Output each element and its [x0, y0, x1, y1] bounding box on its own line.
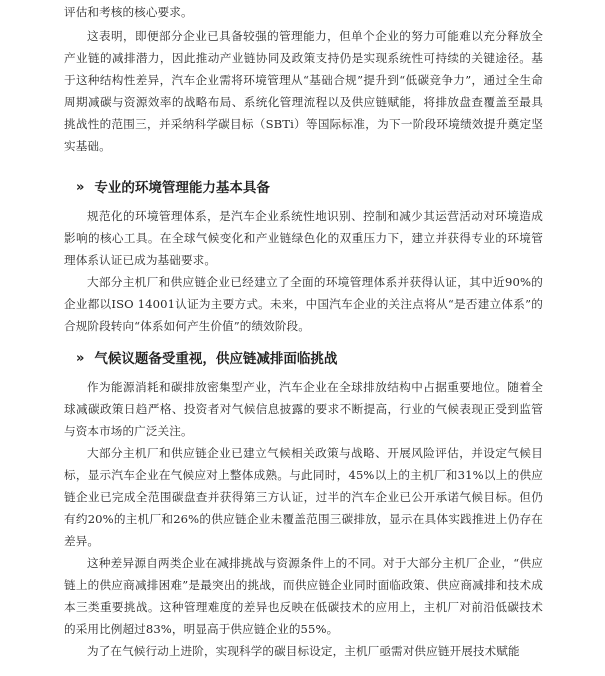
intro-paragraph: 这表明，即便部分企业已具备较强的管理能力，但单个企业的努力可能难以充分释放全产业链的减排潜力，因此推动产业链协同及政策支持仍是实现系统性可持续的关键途径。基于这种结构性差异，汽车企业需将环境管理从“基础合规”提升到“低碳竞争力”，通过全生命周期减碳与资源效率的战略布局、系统化管理流程以及供应链赋能，将排放盘查覆盖至最具挑战性的范围三，并采纳科学碳目标（SBTi）等国际标准，为下一阶段环境绩效提升奠定坚实基础。 — [64, 29, 543, 153]
section-heading-climate-text: 气候议题备受重视，供应链减排面临挑战 — [94, 351, 338, 367]
section-env-heading-block — [0, 177, 605, 199]
intro-section — [0, 0, 605, 157]
env-paragraph-1: 规范化的环境管理体系，是汽车企业系统性地识别、控制和减少其运营活动对环境造成影响的核心工具。在全球气候变化和产业链绿色化的双重压力下，建立并获得专业的环境管理体系认证已成为基础要求。 — [64, 209, 543, 267]
section-env — [0, 199, 605, 337]
climate-paragraph-3: 这种差异源自两类企业在减排挑战与资源条件上的不同。对于大部分主机厂企业，“供应链上的供应商减排困难”是最突出的挑战，而供应链企业同时面临政策、供应商减排和技术成本三类重要挑战。这种管理难度的差异也反映在低碳技术的应用上，主机厂对前沿低碳技术的采用比例超过83%，明显高于供应链企业的55%。 — [64, 556, 543, 636]
intro-paragraph-continued: 评估和考核的核心要求。 — [64, 5, 193, 19]
section-heading-climate — [0, 348, 605, 370]
section-heading-env-text: 专业的环境管理能力基本具备 — [94, 180, 270, 196]
section-heading-env — [0, 177, 605, 199]
chevron-right-double-icon: » — [76, 351, 85, 366]
chevron-right-double-icon: » — [76, 180, 85, 195]
section-climate — [0, 370, 605, 662]
climate-paragraph-4: 为了在气候行动上进阶，实现科学的碳目标设定，主机厂亟需对供应链开展技术赋能 — [87, 644, 520, 658]
env-paragraph-2: 大部分主机厂和供应链企业已经建立了全面的环境管理体系并获得认证，其中近90%的企业都以ISO 14001认证为主要方式。未来，中国汽车企业的关注点将从“是否建立体系”的合规阶段转向“体系如何产生价值”的绩效阶段。 — [64, 275, 543, 333]
climate-paragraph-1: 作为能源消耗和碳排放密集型产业，汽车企业在全球排放结构中占据重要地位。随着全球减碳政策日趋严格、投资者对气候信息披露的要求不断提高，行业的气候表现正受到监管与资本市场的广泛关注。 — [64, 380, 543, 438]
climate-paragraph-2: 大部分主机厂和供应链企业已建立气候相关政策与战略、开展风险评估，并设定气候目标，显示汽车企业在气候应对上整体成熟。与此同时，45%以上的主机厂和31%以上的供应链企业已完成全范围碳盘查并获得第三方认证，过半的汽车企业已公开承诺气候目标。但仍有约20%的主机厂和26%的供应链企业未覆盖范围三碳排放，显示在具体实践推进上仍存在差异。 — [64, 446, 543, 548]
section-climate-heading-block — [0, 348, 605, 370]
